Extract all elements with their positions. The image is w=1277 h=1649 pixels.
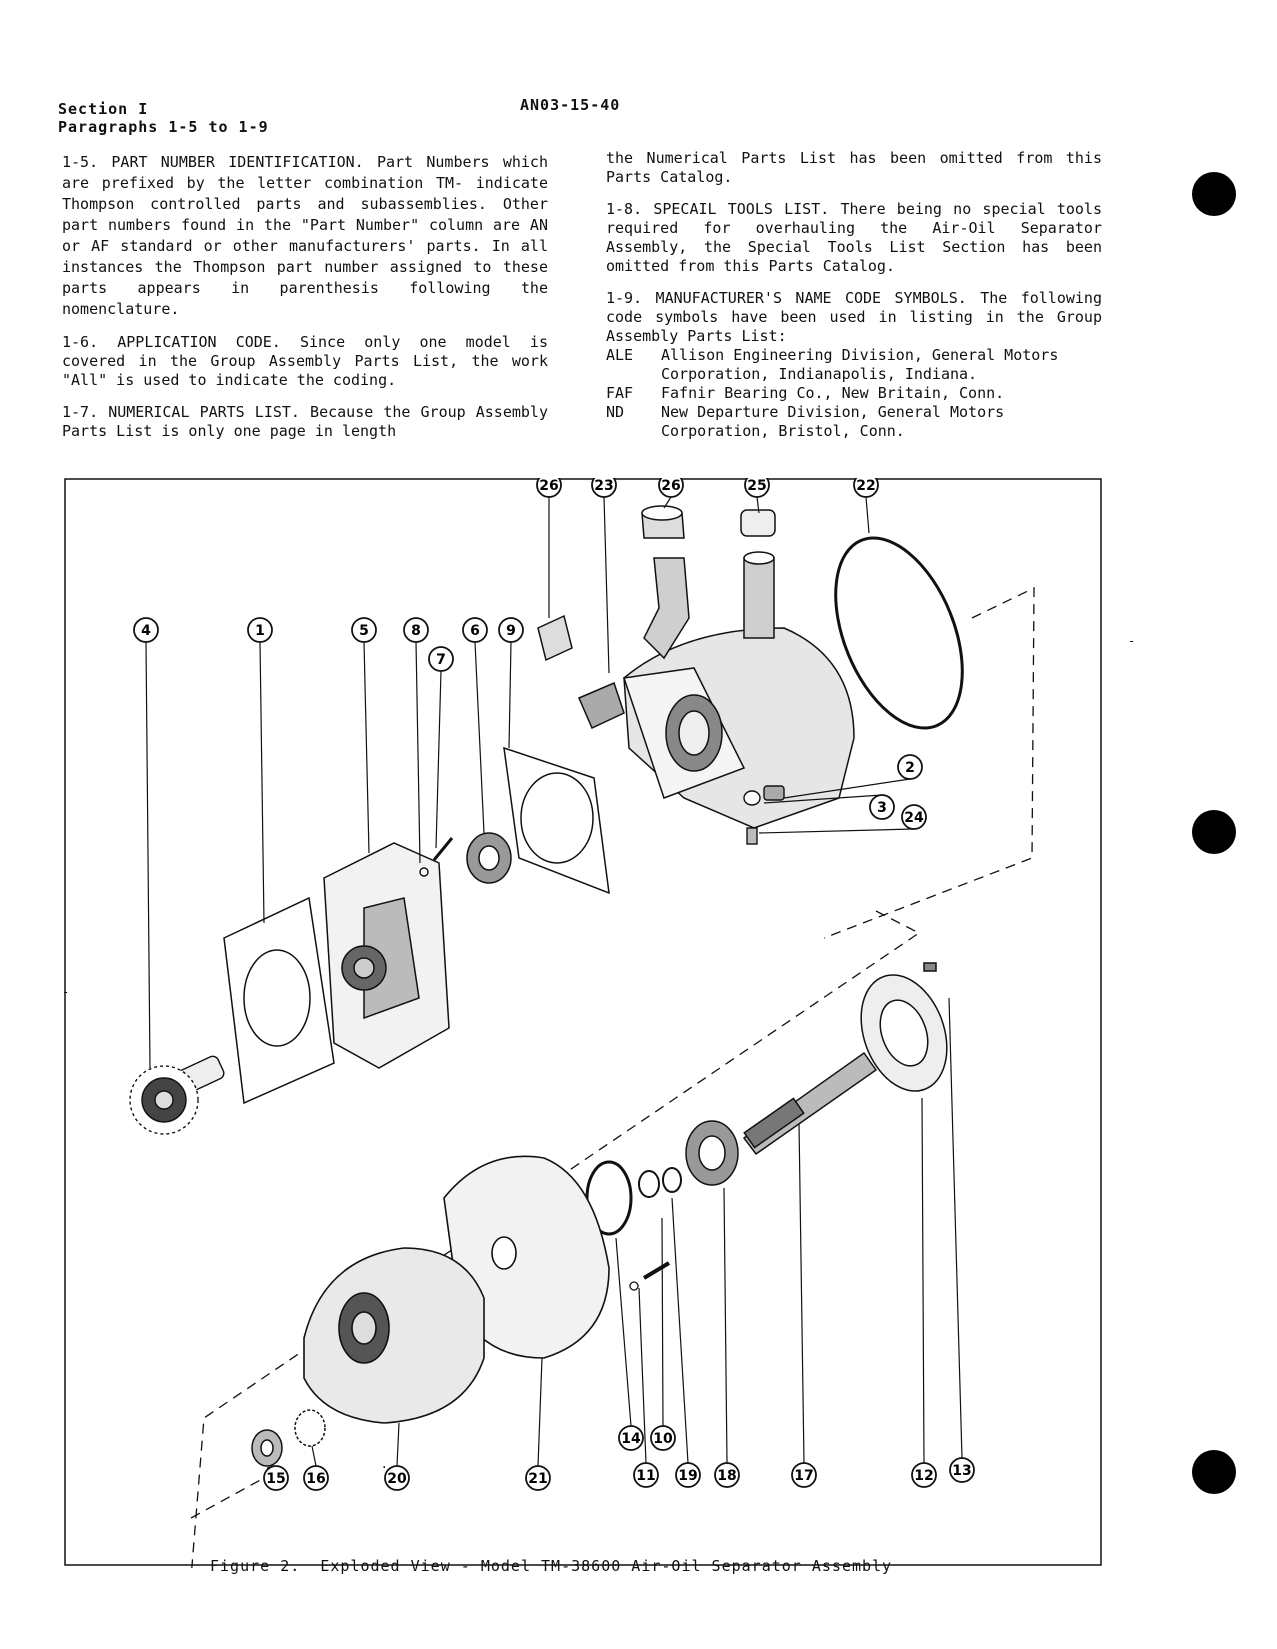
callout-leader	[922, 1098, 924, 1463]
code-name: New Departure Division, General Motors Corporation, Bristol, Conn.	[661, 403, 1005, 440]
callout-leader	[799, 1123, 804, 1463]
callout-leader	[759, 829, 914, 833]
callout-number-4: 4	[141, 623, 151, 639]
figure-frame	[65, 479, 1101, 1565]
bearing-housing-part	[324, 843, 449, 1068]
callout-number-17: 17	[794, 1468, 814, 1484]
lockwasher-part	[295, 1410, 325, 1446]
paragraph-1-6: 1-6. APPLICATION CODE. Since only one model is covered in the Group Assembly Parts List, the work "All" is used to indicate the coding.	[62, 333, 548, 389]
callout-leader	[312, 1446, 316, 1466]
paragraph-1-7-continued: the Numerical Parts List has been omitted from this Parts Catalog.	[606, 149, 1102, 186]
retainer-plate-part	[846, 963, 962, 1103]
callout-number-3: 3	[877, 800, 887, 816]
callout-leader	[724, 1188, 727, 1463]
code-symbol: ALE	[606, 346, 634, 364]
callout-number-22: 22	[856, 478, 876, 494]
separator-housing-part	[579, 552, 854, 828]
binder-hole	[1192, 172, 1236, 216]
callout-number-15: 15	[266, 1471, 286, 1487]
callout-number-9: 9	[506, 623, 516, 639]
screw-and-washer-part	[630, 1263, 669, 1290]
callout-number-26: 26	[539, 478, 559, 494]
document-number: AN03-15-40	[520, 96, 621, 114]
code-row-nd	[606, 403, 1102, 441]
callout-leader	[397, 1423, 399, 1466]
callout-number-6: 6	[470, 623, 480, 639]
callout-number-26: 26	[661, 478, 681, 494]
binder-hole	[1192, 810, 1236, 854]
exploded-view-figure	[64, 478, 1104, 1568]
paragraph-1-7: 1-7. NUMERICAL PARTS LIST. Because the Group Assembly Parts List is only one page in length	[62, 403, 548, 440]
callout-leader	[662, 1218, 663, 1426]
rotor-drum-part	[304, 1248, 484, 1423]
small-rings-part	[587, 1162, 681, 1234]
callout-number-1: 1	[255, 623, 265, 639]
shaft-bearing-part	[686, 1121, 738, 1185]
paragraph-1-9: 1-9. MANUFACTURER'S NAME CODE SYMBOLS. The following code symbols have been used in listing in the Group Assembly Parts List:	[606, 289, 1102, 345]
callout-leader	[475, 642, 484, 833]
code-name: Fafnir Bearing Co., New Britain, Conn.	[661, 384, 1005, 402]
callout-number-16: 16	[306, 1471, 326, 1487]
manufacturer-code-list	[606, 346, 1102, 441]
callout-leader	[949, 998, 962, 1458]
code-row-ale	[606, 346, 1102, 384]
paragraphs-label: Paragraphs 1-5 to 1-9	[58, 118, 269, 136]
callout-number-10: 10	[653, 1431, 673, 1447]
stray-dash: -	[62, 985, 70, 999]
callout-number-23: 23	[594, 478, 614, 494]
callout-number-14: 14	[621, 1431, 641, 1447]
callout-number-2: 2	[905, 760, 915, 776]
left-text-column	[62, 152, 548, 454]
code-symbol: FAF	[606, 384, 634, 402]
figure-caption: Figure 2. Exploded View - Model TM-38600 Air-Oil Separator Assembly	[210, 1557, 893, 1575]
callout-leader	[416, 642, 420, 863]
callout-number-12: 12	[914, 1468, 934, 1484]
callout-leader	[538, 1358, 542, 1466]
nut-part	[252, 1430, 282, 1466]
gasket-plate-part	[224, 898, 334, 1103]
callout-number-8: 8	[411, 623, 421, 639]
callout-leader	[616, 1238, 631, 1426]
shaft-part	[744, 1053, 876, 1154]
callout-number-20: 20	[387, 1471, 407, 1487]
code-symbol: ND	[606, 403, 625, 421]
callout-number-25: 25	[747, 478, 767, 494]
right-text-column	[606, 149, 1102, 441]
callout-number-19: 19	[678, 1468, 698, 1484]
code-name: Allison Engineering Division, General Motors Corporation, Indianapolis, Indiana.	[661, 346, 1059, 383]
section-label: Section I	[58, 100, 149, 118]
binder-hole	[1192, 1450, 1236, 1494]
paragraph-1-5: 1-5. PART NUMBER IDENTIFICATION. Part Numbers which are prefixed by the letter combination TM- indicate Thompson controlled parts and subassemblies. Other part numbers found in the "Part Number" column are AN or AF standard or other manufacturers' parts. In all instances the Thompson part number assigned to these parts appears in parenthesis following the nomenclature.	[62, 153, 548, 318]
callout-leader	[436, 671, 441, 848]
plug-part	[741, 510, 775, 536]
stray-dash: -	[1128, 634, 1136, 648]
callout-number-11: 11	[636, 1468, 656, 1484]
callout-number-7: 7	[436, 652, 446, 668]
callout-leader	[604, 497, 609, 673]
callout-leader	[509, 642, 511, 748]
callout-leader	[146, 642, 150, 1068]
drive-gear-part	[130, 1054, 226, 1134]
ball-bearing-part	[467, 833, 511, 883]
callout-number-13: 13	[952, 1463, 972, 1479]
housing-gasket-part	[504, 748, 609, 893]
callout-leader	[364, 642, 369, 853]
callout-leader	[260, 642, 264, 923]
stray-dot: .	[382, 1456, 387, 1472]
callout-number-18: 18	[717, 1468, 737, 1484]
callout-number-5: 5	[359, 623, 369, 639]
callout-leader	[866, 497, 869, 533]
callout-leader	[672, 1198, 688, 1463]
callout-number-21: 21	[528, 1471, 548, 1487]
paragraph-1-8: 1-8. SPECAIL TOOLS LIST. There being no special tools required for overhauling the Air-Oil Separator Assembly, the Special Tools List Section has been omitted from this Parts Catalog.	[606, 200, 1102, 275]
code-row-faf	[606, 384, 1102, 403]
callout-number-24: 24	[904, 810, 924, 826]
